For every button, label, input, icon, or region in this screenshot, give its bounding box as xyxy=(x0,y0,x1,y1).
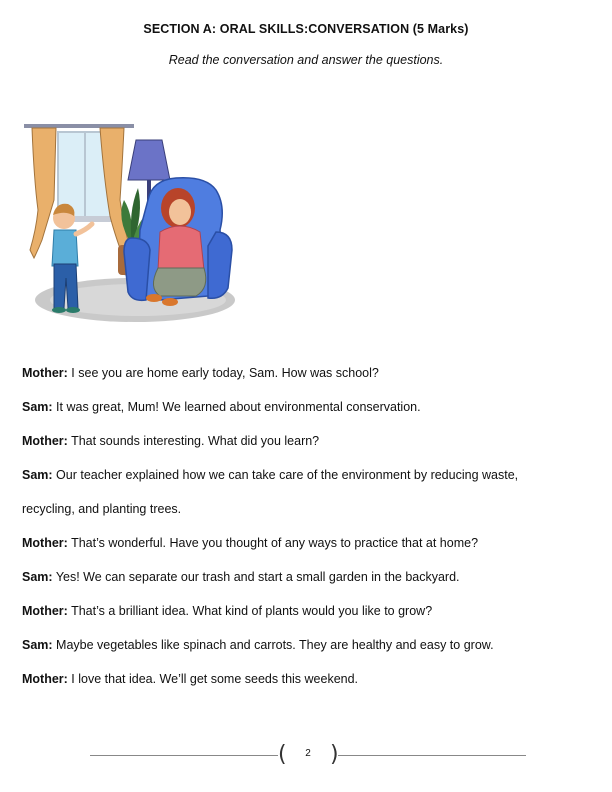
dialogue-text: I love that idea. We’ll get some seeds this weekend. xyxy=(67,672,359,686)
dialogue-line-mother xyxy=(22,526,582,560)
dialogue-text: That’s a brilliant idea. What kind of plants would you like to grow? xyxy=(67,604,433,618)
dialogue-line-mother xyxy=(22,662,582,696)
footer-rule-left xyxy=(90,755,278,756)
mother-son-living-room-illustration xyxy=(20,120,245,330)
speaker-label: Mother: xyxy=(22,536,68,550)
dialogue-text: Our teacher explained how we can take care of the environment by reducing waste, xyxy=(52,468,519,482)
footer-rule-right xyxy=(338,755,526,756)
dialogue-line-mother xyxy=(22,594,582,628)
dialogue-line-mother xyxy=(22,356,582,390)
dialogue-line-sam xyxy=(22,628,582,662)
dialogue-line-continuation xyxy=(22,492,582,526)
page-footer xyxy=(90,740,526,770)
dialogue-line-mother xyxy=(22,424,582,458)
speaker-label: Sam: xyxy=(22,468,53,482)
speaker-label: Sam: xyxy=(22,570,53,584)
page-number: 2 xyxy=(305,748,311,759)
dialogue-line-sam xyxy=(22,560,582,594)
speaker-label: Mother: xyxy=(22,366,68,380)
right-bracket-icon: ) xyxy=(330,742,339,767)
speaker-label: Mother: xyxy=(22,672,68,686)
conversation xyxy=(22,356,582,696)
speaker-label: Mother: xyxy=(22,434,68,448)
dialogue-text: That’s wonderful. Have you thought of any ways to practice that at home? xyxy=(67,536,479,550)
speaker-label: Sam: xyxy=(22,400,53,414)
speaker-label: Mother: xyxy=(22,604,68,618)
dialogue-line-sam xyxy=(22,390,582,424)
dialogue-text: It was great, Mum! We learned about environmental conservation. xyxy=(52,400,421,414)
dialogue-line-sam xyxy=(22,458,582,492)
section-title: SECTION A: ORAL SKILLS:CONVERSATION (5 Marks) xyxy=(143,22,469,36)
dialogue-text: Maybe vegetables like spinach and carrots. They are healthy and easy to grow. xyxy=(52,638,494,652)
dialogue-text: Yes! We can separate our trash and start a small garden in the backyard. xyxy=(52,570,460,584)
dialogue-text: That sounds interesting. What did you learn? xyxy=(67,434,320,448)
instruction-text: Read the conversation and answer the questions. xyxy=(168,53,444,67)
speaker-label: Sam: xyxy=(22,638,53,652)
dialogue-text: recycling, and planting trees. xyxy=(22,502,182,516)
left-bracket-icon: ( xyxy=(278,742,287,767)
dialogue-text: I see you are home early today, Sam. How was school? xyxy=(67,366,379,380)
